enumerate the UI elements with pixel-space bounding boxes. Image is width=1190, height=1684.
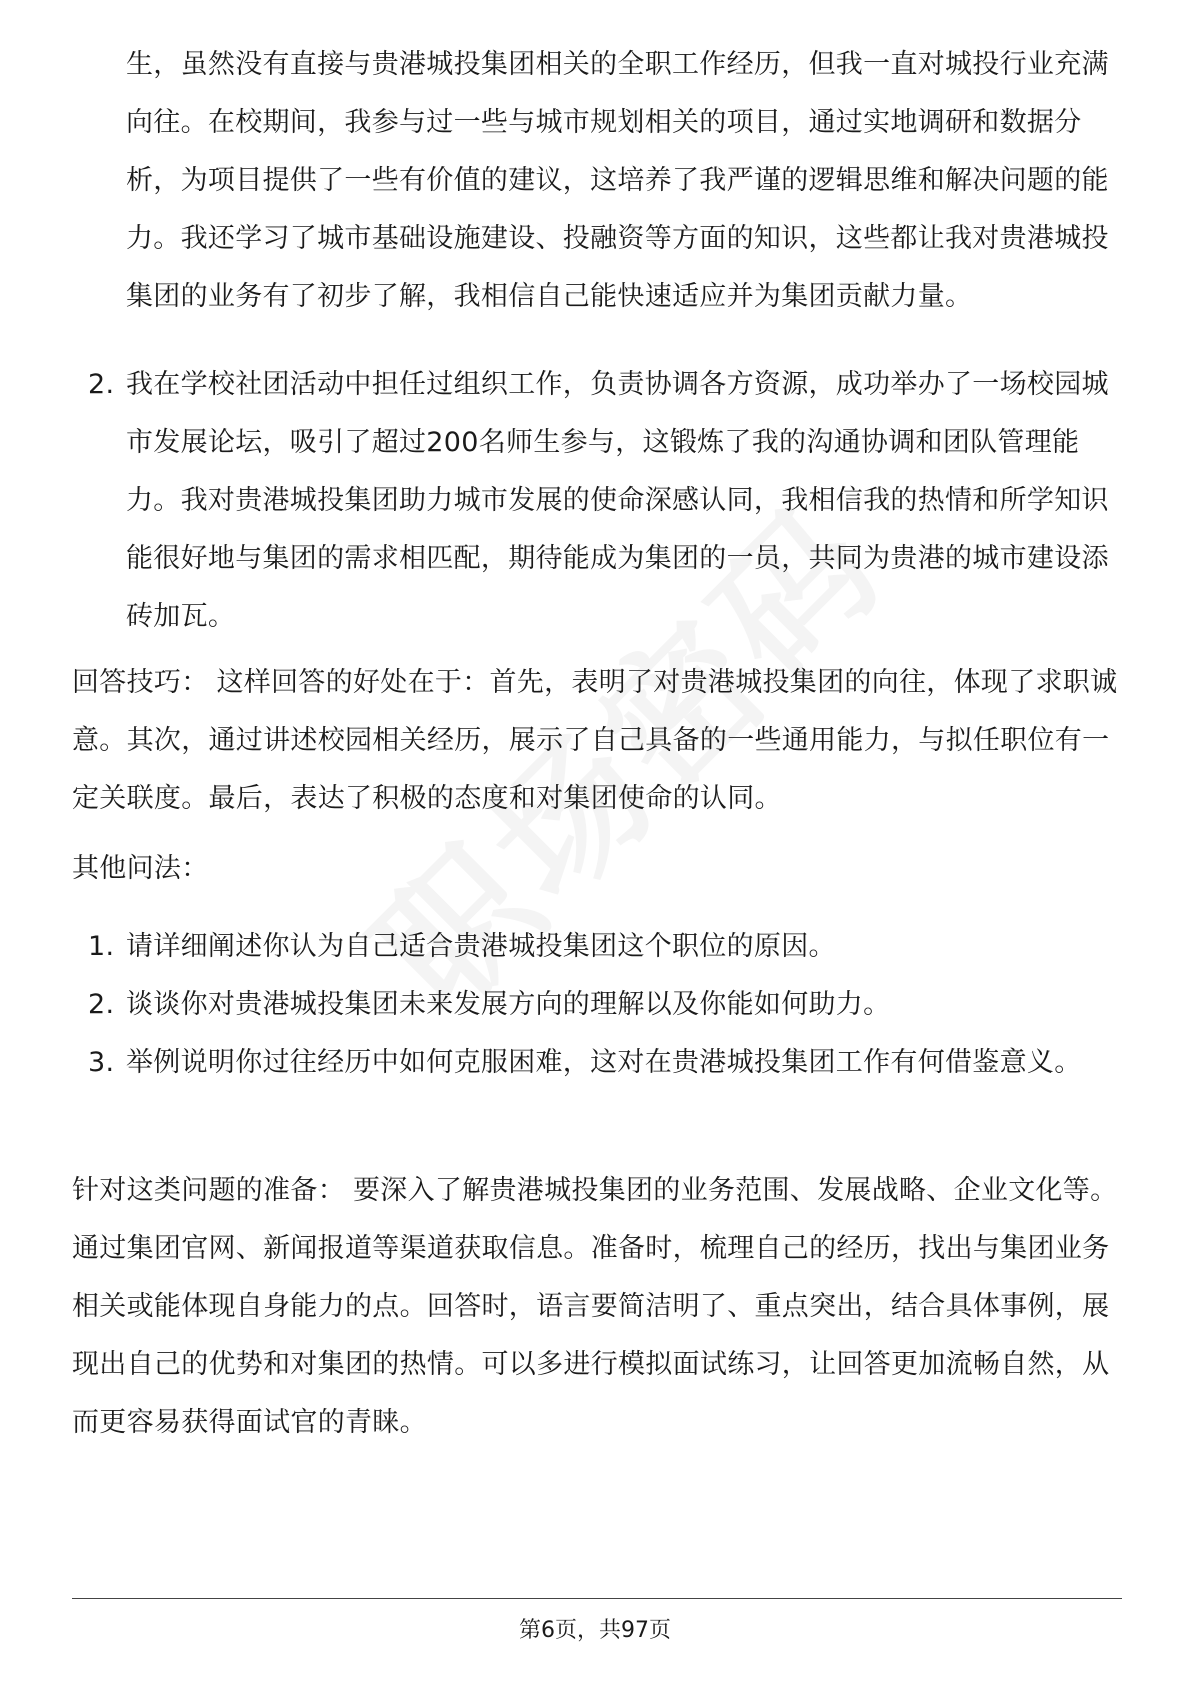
preparation-label: 针对这类问题的准备： <box>72 1175 345 1206</box>
list-item-text: 生，虽然没有直接与贵港城投集团相关的全职工作经历，但我一直对城投行业充满向往。在校期间，我参与过一些与城市规划相关的项目，通过实地调研和数据分析，为项目提供了一些有价值的建议，这培养了我严谨的逻辑思维和解决问题的能力。我还学习了城市基础设施建设、投融资等方面的知识，这些都让我对贵港城投集团的业务有了初步了解，我相信自己能快速适应并为集团贡献力量。 <box>126 49 1109 312</box>
other-questions-heading <box>72 840 1122 898</box>
list-item-text: 我在学校社团活动中担任过组织工作，负责协调各方资源，成功举办了一场校园城市发展论坛，吸引了超过200名师生参与，这锻炼了我的沟通协调和团队管理能力。我对贵港城投集团助力城市发展的使命深感认同，我相信我的热情和所学知识能很好地与集团的需求相匹配，期待能成为集团的一员，共同为贵港的城市建设添砖加瓦。 <box>126 369 1109 632</box>
answer-tips-paragraph <box>72 654 1122 828</box>
list-item <box>80 1034 1120 1092</box>
preparation-paragraph <box>72 1162 1122 1452</box>
list-item <box>80 356 1120 646</box>
answer-list-continued <box>80 36 1120 326</box>
list-item <box>80 36 1120 326</box>
tips-label: 回答技巧： <box>72 667 209 698</box>
list-number: 1. <box>88 931 115 962</box>
page-number: 第6页，共97页 <box>519 1618 671 1643</box>
list-number: 3. <box>88 1047 115 1078</box>
answer-list <box>80 356 1120 646</box>
list-item <box>80 918 1120 976</box>
other-questions-label: 其他问法： <box>72 853 209 884</box>
list-number: 2. <box>88 989 115 1020</box>
tips-text: 这样回答的好处在于：首先，表明了对贵港城投集团的向往，体现了求职诚意。其次，通过讲述校园相关经历，展示了自己具备的一些通用能力，与拟任职位有一定关联度。最后，表达了积极的态度和对集团使命的认同。 <box>72 667 1118 814</box>
list-item-text: 举例说明你过往经历中如何克服困难，这对在贵港城投集团工作有何借鉴意义。 <box>126 1047 1082 1078</box>
list-item <box>80 976 1120 1034</box>
footer-divider <box>72 1598 1122 1599</box>
preparation-text: 要深入了解贵港城投集团的业务范围、发展战略、企业文化等。通过集团官网、新闻报道等渠道获取信息。准备时，梳理自己的经历，找出与集团业务相关或能体现自身能力的点。回答时，语言要简洁明了、重点突出，结合具体事例，展现出自己的优势和对集团的热情。可以多进行模拟面试练习，让回答更加流畅自然，从而更容易获得面试官的青睐。 <box>72 1175 1118 1438</box>
list-item-text: 请详细阐述你认为自己适合贵港城投集团这个职位的原因。 <box>126 931 836 962</box>
list-item-text: 谈谈你对贵港城投集团未来发展方向的理解以及你能如何助力。 <box>126 989 891 1020</box>
list-number: 2. <box>88 369 115 400</box>
other-questions-list <box>80 918 1120 1092</box>
